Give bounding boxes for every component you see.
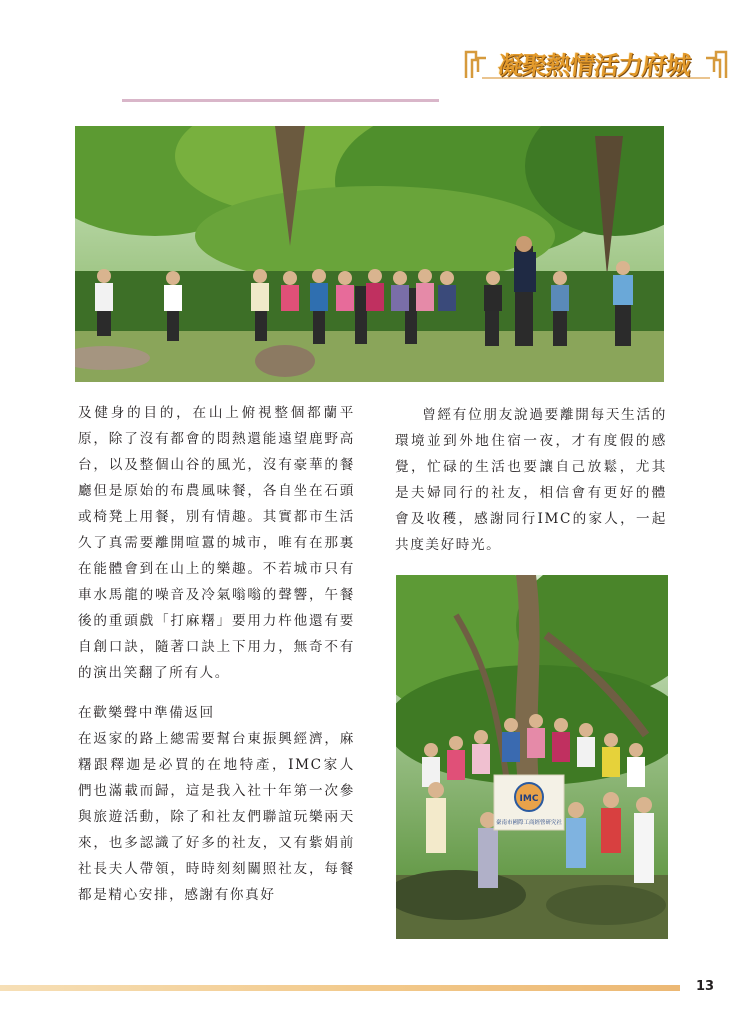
- footer-bar: [0, 985, 680, 991]
- header-divider: [122, 99, 439, 102]
- paragraph-trip-lunch: 及健身的目的，在山上俯視整個都蘭平原，除了沒有都會的悶熱還能遠望鹿野高台，以及整個山谷的風光，沒有豪華的餐廳但是原始的布農風味餐，各自坐在石頭或椅凳上用餐，別有情趣。其實都市生活久了真需要離開喧囂的城市，唯有在那裏在能體會到在山上的樂趣。不若城市只有車水馬龍的噪音及冷氣嗡嗡的聲響，午餐後的重頭戲「打麻糬」要用力杵他還有要自創口訣，隨著口訣上下用力，無奇不有的演出笑翻了所有人。: [78, 405, 355, 681]
- group-photo-forest: [75, 126, 664, 382]
- brand-title-logo: [462, 38, 730, 90]
- brand-title: 凝聚熱情活力府城: [496, 51, 692, 80]
- banner-caption: 臺南市國際工商經營研究社: [495, 820, 563, 826]
- group-photo-banner: [396, 575, 668, 939]
- paragraph-return-home: 在返家的路上總需要幫台東振興經濟，麻糬跟釋迦是必買的在地特產，IMC家人們也滿載而歸，這是我入社十年第一次參與旅遊活動，除了和社友們聯誼玩樂兩天來，也多認識了好多的社友，又有紫娟前社長夫人帶領，時時刻刻關照社友，每餐都是精心安排，感謝有你真好: [78, 731, 355, 903]
- banner-logo: IMC: [519, 794, 539, 804]
- article-column-right: [395, 402, 667, 558]
- paragraph-subheading-return: 在歡樂聲中準備返回: [78, 705, 215, 721]
- paragraph-vacation-feeling: 曾經有位朋友說過要離開每天生活的環境並到外地住宿一夜，才有度假的感覺，忙碌的生活也要讓自己放鬆，尤其是夫婦同行的社友，相信會有更好的體會及收穫，感謝同行IMC的家人，一起共度美好時光。: [395, 407, 667, 553]
- page-number: 13: [695, 979, 715, 994]
- article-column-left: [78, 400, 355, 908]
